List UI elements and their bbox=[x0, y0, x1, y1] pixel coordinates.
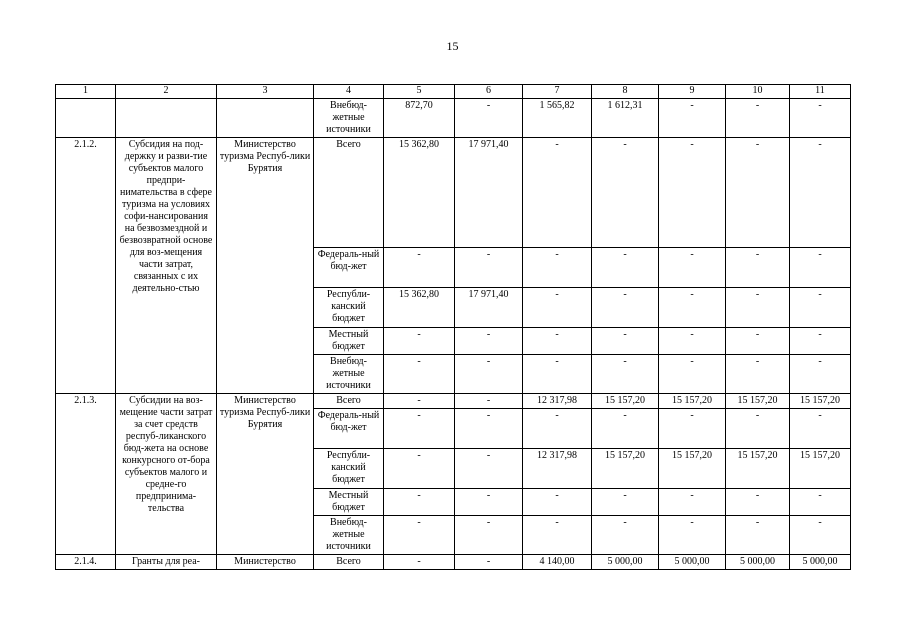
column-number-cell: 2 bbox=[116, 85, 217, 99]
value-cell: - bbox=[384, 449, 455, 489]
value-cell: - bbox=[726, 355, 790, 394]
value-cell: - bbox=[592, 409, 659, 449]
value-cell: - bbox=[523, 288, 592, 328]
table-row bbox=[56, 555, 851, 570]
value-cell: - bbox=[659, 409, 726, 449]
value-cell: - bbox=[455, 248, 523, 288]
value-cell: - bbox=[455, 409, 523, 449]
value-cell: - bbox=[384, 555, 455, 570]
value-cell: - bbox=[523, 248, 592, 288]
value-cell: 15 157,20 bbox=[790, 449, 851, 489]
value-cell: - bbox=[659, 516, 726, 555]
value-cell: - bbox=[523, 409, 592, 449]
value-cell: - bbox=[790, 355, 851, 394]
value-cell: 5 000,00 bbox=[659, 555, 726, 570]
value-cell: 5 000,00 bbox=[790, 555, 851, 570]
value-cell: 1 612,31 bbox=[592, 99, 659, 138]
value-cell: - bbox=[384, 409, 455, 449]
funding-source-cell: Федераль-ный бюд-жет bbox=[314, 409, 384, 449]
code-cell: 2.1.3. bbox=[56, 394, 116, 555]
value-cell: 15 157,20 bbox=[592, 394, 659, 409]
value-cell: - bbox=[726, 248, 790, 288]
value-cell: 15 157,20 bbox=[659, 449, 726, 489]
executor-cell: Министерство туризма Респуб-лики Бурятия bbox=[217, 394, 314, 555]
funding-source-cell: Республи-канский бюджет bbox=[314, 288, 384, 328]
value-cell: - bbox=[790, 409, 851, 449]
budget-table-body bbox=[56, 85, 851, 570]
name-cell: Субсидия на под-держку и разви-тие субъектов малого предпри-нимательства в сфере туризма на условиях софи-нансирования на безвозмездной и безвозвратной основе для воз-мещения части затрат, связанных с их деятельно-стью bbox=[116, 138, 217, 394]
table-row bbox=[56, 99, 851, 138]
value-cell: 15 157,20 bbox=[659, 394, 726, 409]
value-cell: - bbox=[455, 355, 523, 394]
value-cell: - bbox=[659, 489, 726, 516]
executor-cell: Министерство туризма Респуб-лики Бурятия bbox=[217, 138, 314, 394]
value-cell: - bbox=[726, 288, 790, 328]
value-cell: 17 971,40 bbox=[455, 288, 523, 328]
value-cell: 872,70 bbox=[384, 99, 455, 138]
value-cell: - bbox=[790, 138, 851, 248]
value-cell: 15 362,80 bbox=[384, 138, 455, 248]
funding-source-cell: Республи-канский бюджет bbox=[314, 449, 384, 489]
table-row bbox=[56, 138, 851, 248]
value-cell: - bbox=[384, 248, 455, 288]
value-cell: - bbox=[726, 516, 790, 555]
value-cell: - bbox=[790, 99, 851, 138]
funding-source-cell: Местный бюджет bbox=[314, 328, 384, 355]
column-number-cell: 1 bbox=[56, 85, 116, 99]
value-cell: - bbox=[455, 449, 523, 489]
value-cell: 15 157,20 bbox=[592, 449, 659, 489]
value-cell: - bbox=[790, 489, 851, 516]
name-cell: Гранты для реа- bbox=[116, 555, 217, 570]
column-number-cell: 4 bbox=[314, 85, 384, 99]
value-cell: - bbox=[523, 516, 592, 555]
value-cell: - bbox=[790, 288, 851, 328]
value-cell: - bbox=[726, 328, 790, 355]
value-cell: - bbox=[455, 489, 523, 516]
column-number-cell: 9 bbox=[659, 85, 726, 99]
table-row bbox=[56, 394, 851, 409]
column-number-row bbox=[56, 85, 851, 99]
value-cell: - bbox=[726, 99, 790, 138]
value-cell: - bbox=[592, 355, 659, 394]
value-cell: - bbox=[523, 138, 592, 248]
name-cell bbox=[116, 99, 217, 138]
value-cell: - bbox=[726, 409, 790, 449]
value-cell: - bbox=[659, 99, 726, 138]
value-cell: 5 000,00 bbox=[726, 555, 790, 570]
code-cell: 2.1.4. bbox=[56, 555, 116, 570]
column-number-cell: 11 bbox=[790, 85, 851, 99]
value-cell: - bbox=[523, 328, 592, 355]
value-cell: - bbox=[659, 248, 726, 288]
value-cell: - bbox=[455, 555, 523, 570]
value-cell: 15 157,20 bbox=[790, 394, 851, 409]
value-cell: - bbox=[659, 328, 726, 355]
funding-source-cell: Местный бюджет bbox=[314, 489, 384, 516]
budget-table bbox=[55, 84, 851, 570]
funding-source-cell: Федераль-ный бюд-жет bbox=[314, 248, 384, 288]
column-number-cell: 8 bbox=[592, 85, 659, 99]
value-cell: 15 157,20 bbox=[726, 394, 790, 409]
value-cell: 12 317,98 bbox=[523, 449, 592, 489]
value-cell: 15 362,80 bbox=[384, 288, 455, 328]
funding-source-cell: Всего bbox=[314, 138, 384, 248]
value-cell: - bbox=[455, 516, 523, 555]
funding-source-cell: Всего bbox=[314, 394, 384, 409]
value-cell: - bbox=[790, 516, 851, 555]
value-cell: - bbox=[592, 288, 659, 328]
funding-source-cell: Внебюд-жетные источники bbox=[314, 99, 384, 138]
value-cell: 17 971,40 bbox=[455, 138, 523, 248]
value-cell: - bbox=[384, 394, 455, 409]
value-cell: 12 317,98 bbox=[523, 394, 592, 409]
value-cell: - bbox=[592, 248, 659, 288]
value-cell: 4 140,00 bbox=[523, 555, 592, 570]
value-cell: - bbox=[659, 355, 726, 394]
value-cell: 15 157,20 bbox=[726, 449, 790, 489]
value-cell: - bbox=[455, 328, 523, 355]
code-cell bbox=[56, 99, 116, 138]
column-number-cell: 3 bbox=[217, 85, 314, 99]
value-cell: - bbox=[659, 138, 726, 248]
funding-source-cell: Внебюд-жетные источники bbox=[314, 355, 384, 394]
value-cell: - bbox=[384, 516, 455, 555]
code-cell: 2.1.2. bbox=[56, 138, 116, 394]
value-cell: - bbox=[592, 489, 659, 516]
value-cell: 5 000,00 bbox=[592, 555, 659, 570]
value-cell: - bbox=[455, 394, 523, 409]
value-cell: - bbox=[523, 355, 592, 394]
column-number-cell: 10 bbox=[726, 85, 790, 99]
value-cell: - bbox=[384, 489, 455, 516]
executor-cell bbox=[217, 99, 314, 138]
value-cell: 1 565,82 bbox=[523, 99, 592, 138]
value-cell: - bbox=[659, 288, 726, 328]
value-cell: - bbox=[790, 328, 851, 355]
value-cell: - bbox=[592, 516, 659, 555]
funding-source-cell: Всего bbox=[314, 555, 384, 570]
column-number-cell: 7 bbox=[523, 85, 592, 99]
value-cell: - bbox=[592, 328, 659, 355]
value-cell: - bbox=[523, 489, 592, 516]
value-cell: - bbox=[726, 138, 790, 248]
executor-cell: Министерство bbox=[217, 555, 314, 570]
value-cell: - bbox=[726, 489, 790, 516]
value-cell: - bbox=[790, 248, 851, 288]
page-number: 15 bbox=[446, 39, 459, 53]
value-cell: - bbox=[592, 138, 659, 248]
value-cell: - bbox=[384, 355, 455, 394]
column-number-cell: 5 bbox=[384, 85, 455, 99]
value-cell: - bbox=[384, 328, 455, 355]
value-cell: - bbox=[455, 99, 523, 138]
funding-source-cell: Внебюд-жетные источники bbox=[314, 516, 384, 555]
column-number-cell: 6 bbox=[455, 85, 523, 99]
name-cell: Субсидии на воз-мещение части затрат за счет средств респуб-ликанского бюд-жета на основе конкурсного от-бора субъектов малого и средне-го предпринима-тельства bbox=[116, 394, 217, 555]
